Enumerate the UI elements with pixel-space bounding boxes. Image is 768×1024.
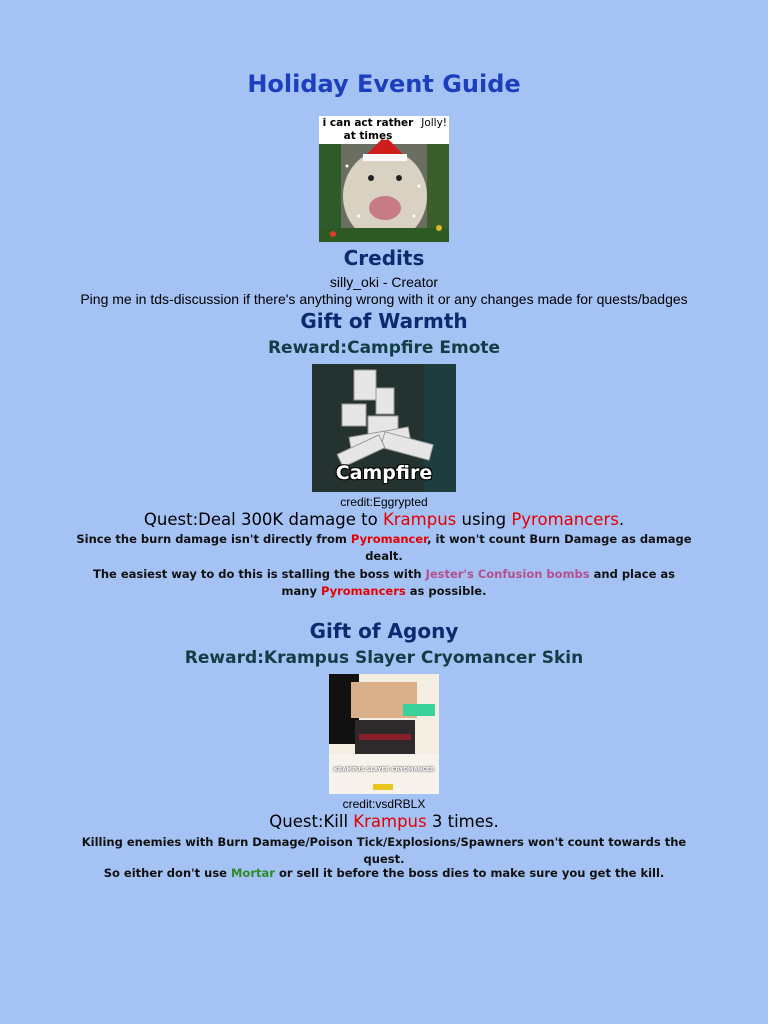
cryomancer-image-label: KRAMPUS SLAYER CRYOMANCER	[333, 767, 435, 773]
note-text: or sell it before the boss dies to make sure you get the kill.	[274, 866, 665, 880]
gift-of-warmth-note-2	[0, 566, 768, 600]
pyromancer-text: Pyromancer	[350, 532, 428, 546]
quest-text: 3 times.	[426, 812, 499, 831]
pyromancers-text: Pyromancers	[511, 510, 619, 529]
gift-of-warmth-reward: Reward:Campfire Emote	[267, 338, 501, 358]
gift-of-agony-note-1	[0, 834, 768, 868]
meme-caption-jolly: Jolly!	[421, 117, 447, 129]
cryomancer-skin-icon	[329, 674, 439, 794]
credits-section	[0, 246, 768, 270]
meme-cat-image	[319, 116, 449, 242]
meme-caption: i can act rather at times	[322, 117, 414, 142]
jester-confusion-bombs-text: Jester's Confusion bombs	[425, 567, 590, 581]
campfire-credit: credit:Eggrypted	[340, 495, 428, 509]
note-text: Killing enemies with Burn Damage/Poison Tick/Explosions/Spawners won't count towards the quest.	[81, 835, 687, 866]
campfire-image-label: Campfire	[335, 462, 433, 484]
quest-text: Quest:Deal 300K damage to	[143, 510, 383, 529]
quest-text: using	[456, 510, 512, 529]
gift-of-agony-note-2	[0, 865, 768, 882]
gift-of-agony-heading: Gift of Agony	[309, 619, 459, 643]
gift-of-agony-reward: Reward:Krampus Slayer Cryomancer Skin	[184, 648, 584, 668]
mortar-text: Mortar	[230, 866, 275, 880]
note-text: The easiest way to do this is stalling the boss with	[92, 567, 426, 581]
campfire-emote-image	[312, 364, 456, 492]
cryomancer-credit: credit:vsdRBLX	[342, 797, 426, 811]
gift-of-warmth-note-1	[0, 531, 768, 565]
page-title: Holiday Event Guide	[247, 70, 521, 98]
cryomancer-skin-image	[329, 674, 439, 794]
pyromancers-text: Pyromancers	[320, 584, 406, 598]
note-text: as possible.	[405, 584, 487, 598]
gift-of-warmth-heading: Gift of Warmth	[300, 309, 468, 333]
gift-of-warmth-quest	[0, 510, 768, 529]
krampus-text: Krampus	[382, 510, 457, 529]
note-text: and place as many	[281, 567, 675, 598]
credits-note: Ping me in tds-discussion if there's anything wrong with it or any changes made for quests/badges	[80, 291, 688, 307]
note-text: , it won't count Burn Damage as damage dealt.	[365, 532, 692, 563]
credits-creator: silly_oki - Creator	[329, 274, 439, 290]
credits-heading: Credits	[343, 246, 425, 270]
quest-text: .	[618, 510, 625, 529]
gift-of-agony-quest	[0, 812, 768, 831]
quest-text: Quest:Kill	[269, 812, 354, 831]
note-text: So either don't use	[103, 866, 231, 880]
krampus-text: Krampus	[353, 812, 427, 831]
note-text: Since the burn damage isn't directly from	[76, 532, 351, 546]
